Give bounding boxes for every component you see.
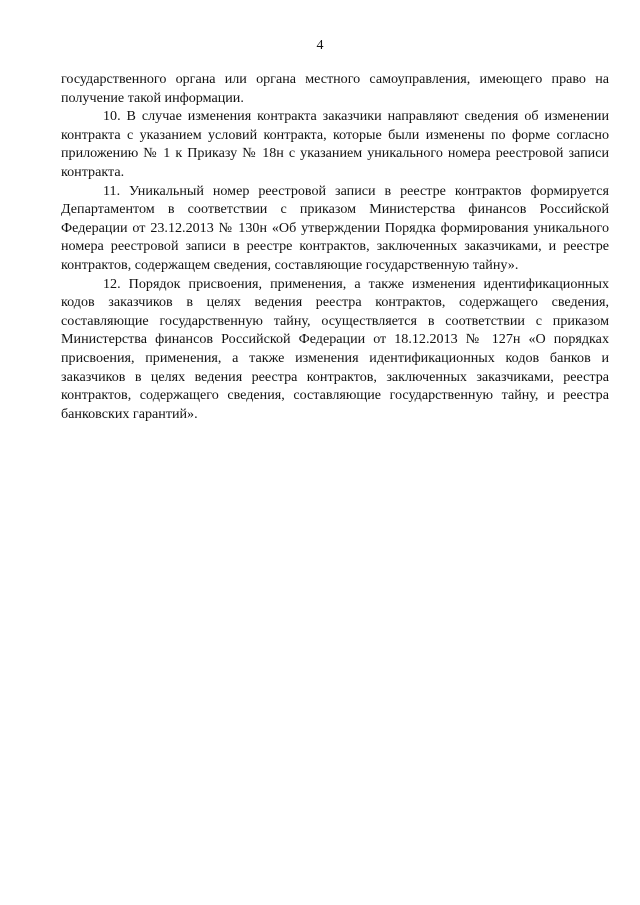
paragraph-12: 12. Порядок присвоения, применения, а также изменения идентификационных кодов заказчиков в целях ведения реестра контрактов, содержащего сведения, составляющие государственную тайну, осуществляется в соответствии с приказом Министерства финансов Российской Федерации от 18.12.2013 № 127н «О порядках присвоения, применения, а также изменения идентификационных кодов банков и заказчиков в целях ведения реестра контрактов, заключенных заказчиками, реестра контрактов, содержащего сведения, составляющие государственную тайну, и реестра банковских гарантий». <box>61 275 609 422</box>
paragraph-10: 10. В случае изменения контракта заказчики направляют сведения об изменении контракта с указанием условий контракта, которые были изменены по форме согласно приложению № 1 к Приказу № 18н с указанием уникального номера реестровой записи контракта. <box>61 108 609 180</box>
paragraph-11: 11. Уникальный номер реестровой записи в реестре контрактов формируется Департаментом в соответствии с приказом Министерства финансов Российской Федерации от 23.12.2013 № 130н «Об утверждении Порядка формирования уникального номера реестровой записи в реестре контрактов, заключенных заказчиками, и реестре контрактов, содержащем сведения, составляющие государственную тайну». <box>61 182 609 273</box>
page-number: 4 <box>316 38 324 53</box>
paragraph-continuation: государственного органа или органа местного самоуправления, имеющего право на получение такой информации. <box>61 71 609 106</box>
document-body <box>61 70 609 423</box>
